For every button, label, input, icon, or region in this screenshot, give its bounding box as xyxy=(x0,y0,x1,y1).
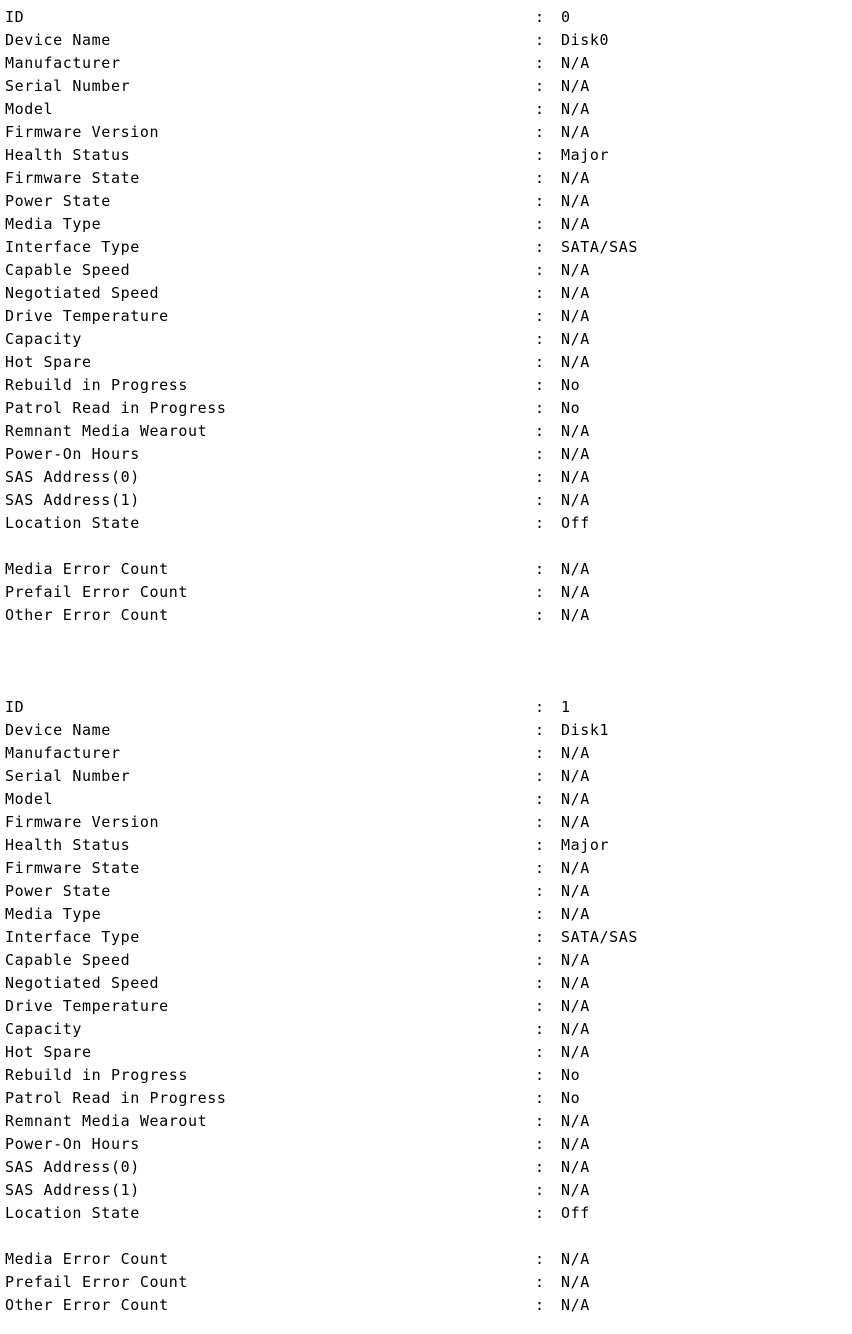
property-row xyxy=(5,420,852,443)
property-label: Remnant Media Wearout xyxy=(5,422,208,440)
property-value: SATA/SAS xyxy=(561,928,639,946)
property-row xyxy=(5,811,852,834)
property-value: Disk0 xyxy=(561,31,610,49)
property-row xyxy=(5,1179,852,1202)
property-row xyxy=(5,121,852,144)
property-row xyxy=(5,1087,852,1110)
property-separator: : xyxy=(535,1273,545,1291)
property-row xyxy=(5,903,852,926)
property-value: N/A xyxy=(561,951,590,969)
property-label: Model xyxy=(5,790,54,808)
property-label: ID xyxy=(5,698,25,716)
property-row xyxy=(5,374,852,397)
property-separator: : xyxy=(535,606,545,624)
property-value: No xyxy=(561,399,581,417)
property-separator: : xyxy=(535,376,545,394)
property-value: Major xyxy=(561,146,610,164)
property-separator: : xyxy=(535,8,545,26)
property-value: Disk1 xyxy=(561,721,610,739)
property-label: Health Status xyxy=(5,146,131,164)
property-separator: : xyxy=(535,1204,545,1222)
property-label: SAS Address(1) xyxy=(5,1181,140,1199)
property-label: Patrol Read in Progress xyxy=(5,1089,227,1107)
property-separator: : xyxy=(535,1112,545,1130)
property-row xyxy=(5,742,852,765)
property-value: Off xyxy=(561,514,590,532)
property-label: Interface Type xyxy=(5,238,140,256)
property-row xyxy=(5,213,852,236)
property-separator: : xyxy=(535,767,545,785)
property-separator: : xyxy=(535,1135,545,1153)
property-value: N/A xyxy=(561,997,590,1015)
property-value: No xyxy=(561,1066,581,1084)
property-value: N/A xyxy=(561,100,590,118)
property-row xyxy=(5,696,852,719)
property-label: Patrol Read in Progress xyxy=(5,399,227,417)
property-label: Other Error Count xyxy=(5,1296,169,1314)
property-separator: : xyxy=(535,353,545,371)
property-separator: : xyxy=(535,491,545,509)
property-value: N/A xyxy=(561,1020,590,1038)
property-separator: : xyxy=(535,100,545,118)
property-separator: : xyxy=(535,1250,545,1268)
error-count-row xyxy=(5,1294,852,1317)
property-value: N/A xyxy=(561,192,590,210)
property-row xyxy=(5,190,852,213)
property-label: Power State xyxy=(5,192,111,210)
property-row xyxy=(5,98,852,121)
property-row xyxy=(5,1156,852,1179)
property-row xyxy=(5,1110,852,1133)
property-row xyxy=(5,765,852,788)
property-row xyxy=(5,489,852,512)
property-value: N/A xyxy=(561,744,590,762)
property-label: ID xyxy=(5,8,25,26)
property-label: Drive Temperature xyxy=(5,307,169,325)
error-count-row xyxy=(5,558,852,581)
property-value: N/A xyxy=(561,77,590,95)
property-row xyxy=(5,351,852,374)
property-separator: : xyxy=(535,514,545,532)
property-row xyxy=(5,466,852,489)
property-value: N/A xyxy=(561,284,590,302)
property-row xyxy=(5,1064,852,1087)
property-row xyxy=(5,236,852,259)
property-row xyxy=(5,259,852,282)
property-value: N/A xyxy=(561,790,590,808)
property-label: Serial Number xyxy=(5,77,131,95)
property-label: Capable Speed xyxy=(5,261,131,279)
property-label: Manufacturer xyxy=(5,54,121,72)
property-value: N/A xyxy=(561,1043,590,1061)
property-value: N/A xyxy=(561,905,590,923)
property-separator: : xyxy=(535,54,545,72)
property-row xyxy=(5,167,852,190)
property-row xyxy=(5,995,852,1018)
property-label: Firmware State xyxy=(5,859,140,877)
property-row xyxy=(5,282,852,305)
block-gap xyxy=(5,535,852,558)
property-separator: : xyxy=(535,1296,545,1314)
property-value: N/A xyxy=(561,123,590,141)
property-label: SAS Address(1) xyxy=(5,491,140,509)
property-label: Drive Temperature xyxy=(5,997,169,1015)
property-separator: : xyxy=(535,307,545,325)
property-label: Prefail Error Count xyxy=(5,1273,188,1291)
property-row xyxy=(5,144,852,167)
property-value: N/A xyxy=(561,468,590,486)
property-value: N/A xyxy=(561,1273,590,1291)
property-value: 0 xyxy=(561,8,571,26)
error-count-row xyxy=(5,581,852,604)
property-row xyxy=(5,6,852,29)
property-value: N/A xyxy=(561,330,590,348)
property-separator: : xyxy=(535,560,545,578)
property-row xyxy=(5,1202,852,1225)
property-value: N/A xyxy=(561,54,590,72)
property-label: Other Error Count xyxy=(5,606,169,624)
property-separator: : xyxy=(535,146,545,164)
property-separator: : xyxy=(535,1066,545,1084)
property-value: N/A xyxy=(561,445,590,463)
property-separator: : xyxy=(535,790,545,808)
property-row xyxy=(5,857,852,880)
disk-info-block xyxy=(5,6,852,696)
property-value: N/A xyxy=(561,307,590,325)
property-separator: : xyxy=(535,1158,545,1176)
property-separator: : xyxy=(535,123,545,141)
property-separator: : xyxy=(535,928,545,946)
property-separator: : xyxy=(535,859,545,877)
property-row xyxy=(5,29,852,52)
property-separator: : xyxy=(535,215,545,233)
property-value: N/A xyxy=(561,1158,590,1176)
property-value: N/A xyxy=(561,1135,590,1153)
property-label: Power-On Hours xyxy=(5,1135,140,1153)
property-label: Media Error Count xyxy=(5,560,169,578)
property-label: Capable Speed xyxy=(5,951,131,969)
disk-info-block xyxy=(5,696,852,1317)
property-value: SATA/SAS xyxy=(561,238,639,256)
property-label: Hot Spare xyxy=(5,353,92,371)
property-value: N/A xyxy=(561,169,590,187)
property-label: Interface Type xyxy=(5,928,140,946)
property-label: Location State xyxy=(5,514,140,532)
property-separator: : xyxy=(535,399,545,417)
property-row xyxy=(5,1133,852,1156)
property-row xyxy=(5,512,852,535)
property-separator: : xyxy=(535,1020,545,1038)
property-label: Firmware Version xyxy=(5,123,160,141)
property-label: Capacity xyxy=(5,330,83,348)
property-label: Capacity xyxy=(5,1020,83,1038)
property-value: Off xyxy=(561,1204,590,1222)
property-separator: : xyxy=(535,330,545,348)
property-separator: : xyxy=(535,261,545,279)
property-separator: : xyxy=(535,1089,545,1107)
property-value: N/A xyxy=(561,560,590,578)
property-separator: : xyxy=(535,284,545,302)
property-value: N/A xyxy=(561,1112,590,1130)
property-label: Location State xyxy=(5,1204,140,1222)
property-value: N/A xyxy=(561,1181,590,1199)
property-separator: : xyxy=(535,721,545,739)
property-row xyxy=(5,880,852,903)
property-row xyxy=(5,972,852,995)
property-value: N/A xyxy=(561,859,590,877)
property-value: N/A xyxy=(561,583,590,601)
property-row xyxy=(5,397,852,420)
property-separator: : xyxy=(535,997,545,1015)
property-separator: : xyxy=(535,445,545,463)
property-separator: : xyxy=(535,836,545,854)
property-row xyxy=(5,719,852,742)
property-separator: : xyxy=(535,882,545,900)
property-separator: : xyxy=(535,951,545,969)
property-separator: : xyxy=(535,238,545,256)
property-separator: : xyxy=(535,31,545,49)
property-separator: : xyxy=(535,744,545,762)
property-value: N/A xyxy=(561,974,590,992)
property-row xyxy=(5,949,852,972)
property-value: No xyxy=(561,1089,581,1107)
property-label: Firmware Version xyxy=(5,813,160,831)
property-label: Rebuild in Progress xyxy=(5,376,188,394)
property-label: Prefail Error Count xyxy=(5,583,188,601)
property-label: SAS Address(0) xyxy=(5,468,140,486)
property-label: Manufacturer xyxy=(5,744,121,762)
error-count-row xyxy=(5,604,852,627)
property-row xyxy=(5,834,852,857)
error-count-row xyxy=(5,1248,852,1271)
property-row xyxy=(5,926,852,949)
property-separator: : xyxy=(535,1043,545,1061)
property-label: Power-On Hours xyxy=(5,445,140,463)
property-value: N/A xyxy=(561,353,590,371)
property-value: N/A xyxy=(561,767,590,785)
property-value: N/A xyxy=(561,491,590,509)
property-value: N/A xyxy=(561,261,590,279)
error-count-row xyxy=(5,1271,852,1294)
property-separator: : xyxy=(535,583,545,601)
property-label: SAS Address(0) xyxy=(5,1158,140,1176)
property-label: Device Name xyxy=(5,31,111,49)
property-label: Device Name xyxy=(5,721,111,739)
property-value: N/A xyxy=(561,1296,590,1314)
property-value: N/A xyxy=(561,215,590,233)
property-label: Media Type xyxy=(5,215,102,233)
property-value: N/A xyxy=(561,422,590,440)
property-separator: : xyxy=(535,698,545,716)
property-row xyxy=(5,305,852,328)
property-separator: : xyxy=(535,77,545,95)
property-label: Power State xyxy=(5,882,111,900)
property-separator: : xyxy=(535,905,545,923)
property-label: Firmware State xyxy=(5,169,140,187)
property-label: Rebuild in Progress xyxy=(5,1066,188,1084)
property-separator: : xyxy=(535,422,545,440)
property-value: N/A xyxy=(561,606,590,624)
property-row xyxy=(5,328,852,351)
block-gap xyxy=(5,1225,852,1248)
property-label: Media Error Count xyxy=(5,1250,169,1268)
property-row xyxy=(5,1018,852,1041)
property-label: Negotiated Speed xyxy=(5,284,160,302)
property-label: Model xyxy=(5,100,54,118)
property-separator: : xyxy=(535,813,545,831)
property-value: N/A xyxy=(561,882,590,900)
property-separator: : xyxy=(535,169,545,187)
property-label: Remnant Media Wearout xyxy=(5,1112,208,1130)
disk-block-list xyxy=(5,6,852,1317)
property-row xyxy=(5,75,852,98)
property-label: Health Status xyxy=(5,836,131,854)
property-row xyxy=(5,52,852,75)
property-separator: : xyxy=(535,1181,545,1199)
property-row xyxy=(5,1041,852,1064)
property-row xyxy=(5,443,852,466)
property-separator: : xyxy=(535,974,545,992)
property-value: 1 xyxy=(561,698,571,716)
property-row xyxy=(5,788,852,811)
property-label: Hot Spare xyxy=(5,1043,92,1061)
block-separator-gap xyxy=(5,627,852,696)
property-separator: : xyxy=(535,192,545,210)
property-value: N/A xyxy=(561,1250,590,1268)
property-label: Serial Number xyxy=(5,767,131,785)
property-label: Media Type xyxy=(5,905,102,923)
property-value: N/A xyxy=(561,813,590,831)
property-label: Negotiated Speed xyxy=(5,974,160,992)
property-separator: : xyxy=(535,468,545,486)
property-value: No xyxy=(561,376,581,394)
property-value: Major xyxy=(561,836,610,854)
